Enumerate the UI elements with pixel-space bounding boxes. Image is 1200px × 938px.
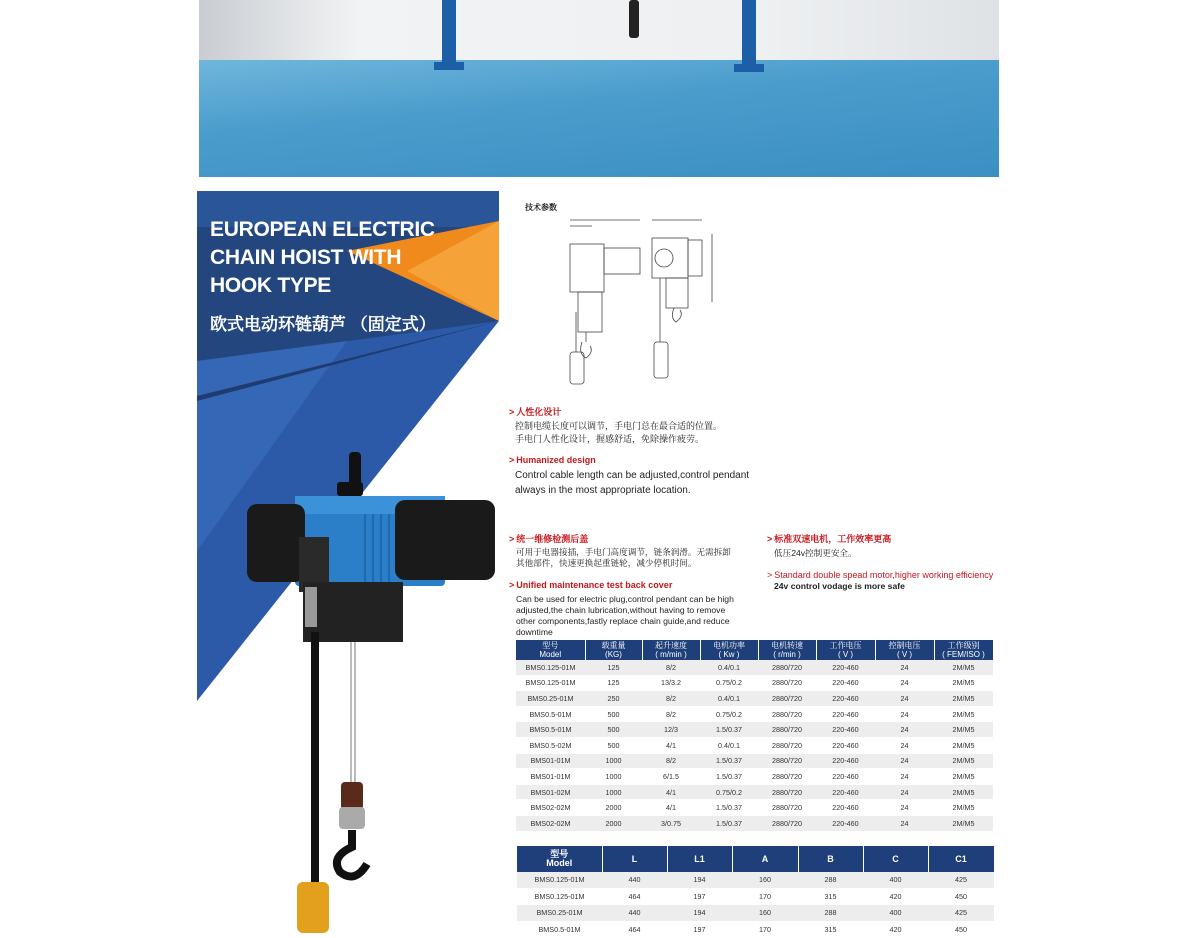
table-cell: 8/2 [642, 706, 700, 722]
table-header-cell [732, 846, 798, 872]
table-row [516, 675, 993, 691]
table-cell: 24 [875, 675, 934, 691]
table-cell: 2M/M5 [934, 675, 993, 691]
table-cell: 24 [875, 753, 934, 769]
table-cell: 4/1 [642, 784, 700, 800]
table-cell: BMS0.25-01M [517, 905, 602, 922]
section-maintenance-en-line-4: downtime [516, 627, 553, 637]
arrow-icon: > [509, 534, 515, 544]
section-humanized-en-line-1: Control cable length can be adjusted,control pendant [515, 470, 750, 481]
table-cell: 8/2 [642, 691, 700, 707]
table-cell: 3/0.75 [642, 815, 700, 831]
arrow-icon: > [767, 534, 773, 544]
table-cell: 0.75/0.2 [700, 706, 758, 722]
table-row [516, 800, 993, 816]
table-cell: BMS0.125-01M [516, 660, 585, 675]
table-cell: BMS0.25-01M [516, 691, 585, 707]
section-humanized-en-title [509, 455, 596, 465]
table-header-text: A [761, 853, 769, 864]
table-row [516, 784, 993, 800]
table-cell: 2880/720 [758, 722, 816, 738]
table-header-text: Model [539, 650, 562, 659]
table-header-cell [642, 640, 700, 660]
table-cell: 24 [875, 800, 934, 816]
table-cell: 220-460 [816, 753, 875, 769]
table-header-text: ( m/min ) [655, 650, 687, 659]
table-header-cell [516, 640, 585, 660]
table-cell: BMS0.5-01M [516, 706, 585, 722]
table-header-text: 控制电压 [888, 641, 921, 650]
table-header-text: 载重量 [601, 641, 626, 650]
table-cell: 4/1 [642, 800, 700, 816]
table-cell: 1.5/0.37 [700, 800, 758, 816]
table-cell: 2M/M5 [934, 815, 993, 831]
table-cell: BMS0.5-01M [517, 921, 602, 938]
table-cell: 197 [667, 921, 732, 938]
table-cell: 2M/M5 [934, 691, 993, 707]
table-cell: 8/2 [642, 753, 700, 769]
table-cell: 220-460 [816, 660, 875, 675]
table-cell: 315 [798, 888, 863, 905]
table-cell: 315 [798, 921, 863, 938]
table-cell: 125 [585, 660, 642, 675]
table-cell: 1.5/0.37 [700, 722, 758, 738]
table-cell: 500 [585, 737, 642, 753]
table-row [516, 706, 993, 722]
table-cell: 24 [875, 660, 934, 675]
table-header-cell [816, 640, 875, 660]
photo-pillar-left [442, 0, 456, 70]
table-cell: BMS02-02M [516, 815, 585, 831]
table-cell: 160 [732, 905, 798, 922]
table-cell: 2000 [585, 815, 642, 831]
table-cell: BMS01-02M [516, 784, 585, 800]
table-header-text: Model [546, 858, 573, 868]
table-cell: 24 [875, 722, 934, 738]
table-cell: 170 [732, 921, 798, 938]
table-cell: 425 [928, 872, 994, 888]
table-header-row [516, 640, 993, 660]
photo-pillar-base-left [434, 62, 464, 70]
table-cell: 194 [667, 905, 732, 922]
section-maintenance-en-line-2: adjusted,the chain lubrication,without having to remove [516, 605, 726, 615]
table-row [517, 905, 994, 922]
table-header-text: 起升速度 [655, 641, 687, 650]
section-maintenance-en-body [516, 594, 734, 638]
table-header-cell [758, 640, 816, 660]
table-cell: 2880/720 [758, 737, 816, 753]
table-cell: 170 [732, 888, 798, 905]
table-header-text: 电机转速 [771, 641, 803, 650]
table-cell: 2880/720 [758, 753, 816, 769]
table-cell: 450 [928, 888, 994, 905]
table-row [517, 888, 994, 905]
table-cell: 1000 [585, 753, 642, 769]
table-cell: 194 [667, 872, 732, 888]
table-header-cell [585, 640, 642, 660]
table-cell: 220-460 [816, 815, 875, 831]
table-cell: 24 [875, 784, 934, 800]
table-cell: BMS0.125-01M [517, 872, 602, 888]
drawing-title: 技术参数 [525, 203, 557, 212]
table-cell: 13/3.2 [642, 675, 700, 691]
table-cell: 2880/720 [758, 769, 816, 785]
table-cell: 2M/M5 [934, 706, 993, 722]
section-maintenance-cn-line-1: 可用于电器接插，手电门高度调节，链条润滑。无需拆卸 [516, 547, 731, 557]
table-cell: 440 [602, 872, 667, 888]
table-cell: 450 [928, 921, 994, 938]
section-humanized-en-body [515, 468, 749, 498]
table-header-cell [863, 846, 928, 872]
arrow-icon: > [509, 580, 515, 590]
table-header-text: L1 [694, 853, 705, 864]
table-header-cell [667, 846, 732, 872]
table-header-text: L [631, 853, 638, 864]
banner-title-cn: 欧式电动环链葫芦 （固定式） [210, 315, 436, 334]
table-header-cell [798, 846, 863, 872]
table-row [516, 737, 993, 753]
table-cell: 2880/720 [758, 800, 816, 816]
table-cell: 0.4/0.1 [700, 660, 758, 675]
table-cell: 420 [863, 921, 928, 938]
table-cell: 24 [875, 691, 934, 707]
section-maintenance-en-line-3: other components,fastly replace chain guide,and reduce [516, 616, 730, 626]
spec-table-2 [517, 846, 995, 938]
table-cell: 220-460 [816, 691, 875, 707]
table-cell: 1.5/0.37 [700, 815, 758, 831]
factory-floor-photo [199, 0, 999, 177]
table-cell: 6/1.5 [642, 769, 700, 785]
banner-title-line-1: EUROPEAN ELECTRIC [210, 218, 435, 241]
photo-pillar-base-right [734, 64, 764, 72]
table-header-cell [875, 640, 934, 660]
table-cell: 8/2 [642, 660, 700, 675]
table-cell: 12/3 [642, 722, 700, 738]
table-cell: 24 [875, 706, 934, 722]
table-cell: BMS0.5-01M [516, 722, 585, 738]
table-cell: 125 [585, 675, 642, 691]
section-motor-en-title [767, 570, 993, 580]
section-maintenance-cn-line-2: 其他部件，快速更换起重链轮，减少停机时间。 [516, 558, 697, 568]
table-header-text: ( V ) [837, 650, 854, 659]
table-cell: 2M/M5 [934, 800, 993, 816]
table-cell: 2M/M5 [934, 753, 993, 769]
table-cell: 1000 [585, 784, 642, 800]
table-header-text: (KG) [605, 650, 622, 659]
section-humanized-cn-line-1: 控制电缆长度可以调节，手电门总在最合适的位置。 [515, 421, 723, 431]
table-cell: 464 [602, 921, 667, 938]
table-header-cell [928, 846, 994, 872]
technical-drawing [552, 212, 722, 390]
photo-floor [199, 60, 999, 177]
arrow-icon: > [767, 570, 773, 580]
table-cell: 400 [863, 872, 928, 888]
table-cell: 288 [798, 905, 863, 922]
table-cell: 2M/M5 [934, 769, 993, 785]
table-row [517, 921, 994, 938]
section-humanized-en-line-2: always in the most appropriate location. [515, 485, 691, 496]
table-cell: 2M/M5 [934, 722, 993, 738]
table-cell: BMS01-01M [516, 769, 585, 785]
table-header-text: 电机功率 [713, 641, 745, 650]
table-cell: 2M/M5 [934, 784, 993, 800]
table-cell: 0.4/0.1 [700, 691, 758, 707]
table-header-text: 工作电压 [829, 641, 862, 650]
photo-pillar-right [742, 0, 756, 70]
section-motor-en-line-1: 24v control vodage is more safe [774, 581, 905, 591]
table-header-text: 型号 [550, 849, 569, 859]
chain-hoist-illustration [245, 452, 500, 933]
section-motor-cn-title-text: 标准双速电机，工作效率更高 [774, 534, 892, 544]
table-cell: 440 [602, 905, 667, 922]
table-header-text: B [827, 853, 834, 864]
table-header-cell [700, 640, 758, 660]
table-row [516, 815, 993, 831]
section-maintenance-en-line-1: Can be used for electric plug,control pendant can be high [516, 594, 734, 604]
table-cell: 2880/720 [758, 660, 816, 675]
table-header-cell [602, 846, 667, 872]
table-cell: BMS0.125-01M [516, 675, 585, 691]
table-cell: 500 [585, 706, 642, 722]
table-cell: 24 [875, 769, 934, 785]
table-row [516, 753, 993, 769]
table-row [516, 769, 993, 785]
table-cell: 0.75/0.2 [700, 675, 758, 691]
table-row [516, 691, 993, 707]
table-cell: 250 [585, 691, 642, 707]
table-cell: 0.75/0.2 [700, 784, 758, 800]
table-cell: 24 [875, 815, 934, 831]
table-cell: 2000 [585, 800, 642, 816]
section-motor-en-body [774, 581, 905, 592]
table-header-cell [517, 846, 602, 872]
table-cell: 160 [732, 872, 798, 888]
table-cell: 220-460 [816, 722, 875, 738]
table-cell: BMS0.125-01M [517, 888, 602, 905]
table-cell: 2M/M5 [934, 737, 993, 753]
table-cell: 1000 [585, 769, 642, 785]
table-cell: 400 [863, 905, 928, 922]
table-cell: 197 [667, 888, 732, 905]
section-humanized-cn-line-2: 手电门人性化设计，握感舒适，免除操作疲劳。 [515, 434, 705, 444]
section-maintenance-en-title-text: Unified maintenance test back cover [516, 580, 673, 590]
table-cell: BMS01-01M [516, 753, 585, 769]
section-motor-en-title-text: Standard double spead motor,higher working efficiency [774, 570, 994, 580]
table-header-text: C1 [955, 853, 967, 864]
photo-hook [629, 0, 639, 38]
table-cell: 2880/720 [758, 675, 816, 691]
table-cell: 2880/720 [758, 706, 816, 722]
table-cell: 500 [585, 722, 642, 738]
section-maintenance-cn-title-text: 统一维修检测后盖 [516, 534, 589, 544]
banner-title-line-2: CHAIN HOIST WITH [210, 246, 402, 269]
table-cell: 220-460 [816, 706, 875, 722]
table-header-text: 工作级别 [947, 641, 980, 650]
table-cell: 0.4/0.1 [700, 737, 758, 753]
table-header-cell [934, 640, 993, 660]
table-cell: 220-460 [816, 769, 875, 785]
arrow-icon: > [509, 407, 515, 417]
banner-title-line-3: HOOK TYPE [210, 274, 331, 297]
section-humanized-cn-body [515, 420, 722, 446]
table-header-text: ( Kw ) [718, 650, 740, 659]
section-maintenance-cn-title [509, 532, 588, 545]
table-cell: 288 [798, 872, 863, 888]
section-maintenance-en-title [509, 580, 672, 590]
table-cell: 2880/720 [758, 784, 816, 800]
table-cell: 420 [863, 888, 928, 905]
section-humanized-cn-title-text: 人性化设计 [516, 407, 562, 417]
table-row [516, 660, 993, 675]
table-cell: 425 [928, 905, 994, 922]
section-motor-cn-title [767, 532, 891, 545]
section-humanized-cn-title [509, 405, 561, 418]
table-row [517, 872, 994, 888]
table-cell: 24 [875, 737, 934, 753]
table-cell: 220-460 [816, 675, 875, 691]
section-maintenance-cn-body [516, 547, 731, 569]
table-cell: 1.5/0.37 [700, 753, 758, 769]
section-motor-cn-line-1: 低压24v控制更安全。 [774, 548, 857, 558]
table-cell: 1.5/0.37 [700, 769, 758, 785]
table-cell: 220-460 [816, 784, 875, 800]
section-humanized-en-title-text: Humanized design [516, 455, 596, 465]
table-cell: BMS0.5-02M [516, 737, 585, 753]
table-header-text: ( FEM/ISO ) [942, 650, 985, 659]
table-cell: 220-460 [816, 737, 875, 753]
section-motor-cn-body [774, 548, 857, 559]
table-header-text: 型号 [542, 641, 559, 650]
spec-table-1 [516, 640, 994, 832]
table-row [516, 722, 993, 738]
table-cell: 2880/720 [758, 691, 816, 707]
table-cell: 220-460 [816, 800, 875, 816]
table-header-row [517, 846, 994, 872]
table-cell: 2880/720 [758, 815, 816, 831]
arrow-icon: > [509, 455, 515, 465]
table-cell: 464 [602, 888, 667, 905]
table-cell: BMS02-02M [516, 800, 585, 816]
table-header-text: ( V ) [896, 650, 913, 659]
table-cell: 2M/M5 [934, 660, 993, 675]
table-cell: 4/1 [642, 737, 700, 753]
table-header-text: C [892, 853, 899, 864]
table-header-text: ( r/min ) [773, 650, 801, 659]
